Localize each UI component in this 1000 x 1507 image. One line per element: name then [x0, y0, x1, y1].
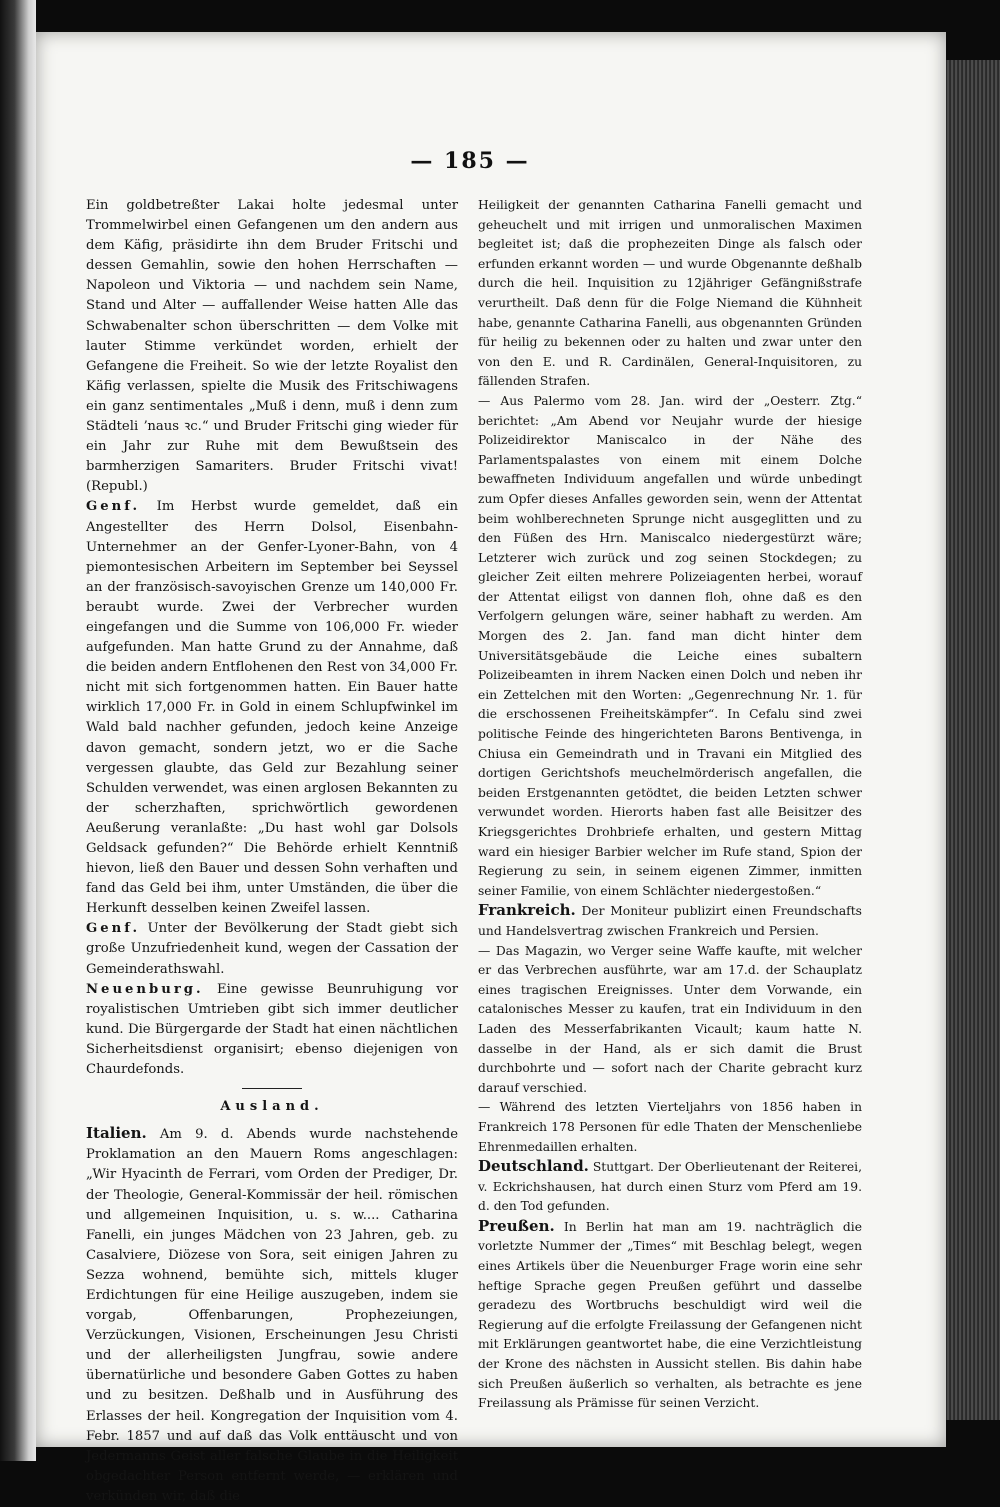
article-text: — Während des letzten Vierteljahrs von 1856 haben in Frankreich 178 Personen für edle Thaten der Menschenliebe Ehrenmedaillen erhalten.: [478, 1100, 862, 1154]
article-paragraph: [86, 919, 458, 979]
article-paragraph: [86, 196, 458, 497]
left-column: [86, 196, 458, 1507]
article-paragraph: [86, 980, 458, 1080]
article-text: Der Moniteur publizirt einen Freundschafts und Handelsvertrag zwischen Frankreich und Persien.: [478, 904, 862, 938]
article-paragraph: [478, 1157, 862, 1217]
page-stack-edge: [946, 60, 1000, 1420]
article-text: Am 9. d. Abends wurde nachstehende Proklamation an den Mauern Roms angeschlagen: „Wir Hyacinth de Ferrari, vom Orden der Prediger, Dr. der Theologie, General-Kommissär der heil. römischen und allgemeinen Inquisition, u. s. w.... Catharina Fanelli, ein junges Mädchen von 23 Jahren, geb. zu Casalviere, Diözese von Sora, seit einigen Jahren zu Sezza wohnend, bemühte sich, mittels kluger Erdichtungen für eine Heilige auszugeben, indem sie vorgab, Offenbarungen, Prophezeiungen, Verzückungen, Visionen, Erscheinungen Jesu Christi und der allerheiligsten Jungfrau, sowie andere übernatürliche und besondere Gaben Gottes zu haben und zu besitzen. Deßhalb und in Ausführung des Erlasses der heil. Kongregation der Inquisition vom 4. Febr. 1857 und auf daß das Volk enttäuscht und von Jedermanns Geist aller falsche Glaube in die Heiligkeit obgedachter Person entfernt werde, — erklären und verkünden wir, daß die: [86, 1127, 458, 1504]
article-text: Eine gewisse Beunruhigung vor royalistischen Umtrieben gibt sich immer deutlicher kund. Die Bürgergarde der Stadt hat einen nächtlichen Sicherheitsdienst organisirt; ebenso diejenigen von Chaurdefonds.: [86, 981, 458, 1078]
dateline-place: Genf.: [86, 921, 141, 937]
dateline-place: Neuenburg.: [86, 981, 204, 997]
dateline-place: Genf.: [86, 499, 141, 515]
article-paragraph: [478, 196, 862, 392]
page-number: — 185 —: [410, 148, 530, 174]
article-paragraph: [478, 1217, 862, 1414]
article-text: Heiligkeit der genannten Catharina Fanelli gemacht und geheuchelt und mit irrigen und unmoralischen Maximen begleitet ist; daß die prophezeiten Dinge als falsch oder erfunden erkannt worden — und wurde Obgenannte deßhalb durch die heil. Inquisition zu 12jähriger Gefängnißstrafe verurtheilt. Daß denn für die Folge Niemand die Kühnheit habe, genannte Catharina Fanelli, aus obgenannten Gründen für heilig zu bekennen oder zu halten und zwar unter den von den E. und R. Cardinälen, General-Inquisitoren, zu fällenden Strafen.: [478, 198, 862, 389]
section-rule: [242, 1088, 302, 1089]
country-heading: Deutschland.: [478, 1157, 589, 1176]
article-text: Ein goldbetreßter Lakai holte jedesmal unter Trommelwirbel einen Gefangenen um den andern aus dem Käfig, präsidirte ihn dem Bruder Fritschi und dessen Gemahlin, sowie den hohen Herrschaften — Napoleon und Viktoria — und nachdem sein Name, Stand und Alter — auffallender Weise hatten Alle das Schwabenalter schon überschritten — dem Volke mit lauter Stimme verkündet worden, erhielt der Gefangene die Freiheit. So wie der letzte Royalist den Käfig verlassen, spielte die Musik des Fritschiwagens ein ganz sentimentales „Muß i denn, muß i denn zum Städteli ʼnaus ꝛc.“ und Bruder Fritschi ging wieder für ein Jahr zur Ruhe mit dem Bewußtsein des barmherzigen Samariters. Bruder Fritschi vivat! (Republ.): [86, 198, 458, 495]
article-paragraph: [86, 497, 458, 919]
article-text: Unter der Bevölkerung der Stadt giebt sich große Unzufriedenheit kund, wegen der Cassation der Gemeinderathswahl.: [86, 921, 458, 977]
article-text: Im Herbst wurde gemeldet, daß ein Angestellter des Herrn Dolsol, Eisenbahn-Unternehmer an der Genfer-Lyoner-Bahn, von 4 piemontesischen Arbeitern im September bei Seyssel an der französisch-savoyischen Grenze um 140,000 Fr. beraubt wurde. Zwei der Verbrecher wurden eingefangen und die Summe von 106,000 Fr. wieder aufgefunden. Man hatte Grund zu der Annahme, daß die beiden andern Entflohenen den Rest von 34,000 Fr. nicht mit sich fortgenommen hatten. Ein Bauer hatte wirklich 17,000 Fr. in Gold in einem Schlupfwinkel im Wald bald nachher gefunden, jedoch keine Anzeige davon gemacht, sondern jetzt, wo er die Sache vergessen glaubte, das Geld zur Bezahlung seiner Schulden verwendet, was einen arglosen Bekannten zu der scherzhaften, sprichwörtlich gewordenen Aeußerung veranlaßte: „Du hast wohl gar Dolsols Geldsack gefunden?“ Die Behörde erhielt Kenntniß hievon, ließ den Bauer und dessen Sohn verhaften und fand das Geld bei ihm, unter Umständen, die über die Herkunft desselben keinen Zweifel lassen.: [86, 499, 458, 917]
article-paragraph: [478, 392, 862, 901]
country-heading: Preußen.: [478, 1216, 555, 1235]
section-heading: Ausland.: [220, 1099, 324, 1115]
right-column: [478, 196, 862, 1414]
country-heading: Italien.: [86, 1124, 147, 1143]
article-text: Stuttgart. Der Oberlieutenant der Reiterei, v. Eckrichshausen, hat durch einen Sturz vom Pferd am 19. d. den Tod gefunden.: [478, 1160, 862, 1214]
article-paragraph: [86, 1123, 458, 1507]
country-heading: Frankreich.: [478, 901, 576, 920]
book-spine-shadow: [0, 0, 36, 1461]
article-text: — Aus Palermo vom 28. Jan. wird der „Oesterr. Ztg.“ berichtet: „Am Abend vor Neujahr wurde der hiesige Polizeidirektor Maniscalco in der Nähe des Parlamentspalastes von einem mit einem Dolche bewaffneten Individuum angefallen und würde unbedingt zum Opfer dieses Anfalles geworden sein, wenn der Attentat beim wohlberechneten Sprunge nicht ausgeglitten und zu den Füßen des Hrn. Maniscalco niedergestürzt wäre; Letzterer wich zurück und zog seinen Stockdegen; zu gleicher Zeit eilten mehrere Polizeiagenten herbei, worauf der Attentat eiligst von dannen floh, ohne daß es den Verfolgern gelungen wäre, seiner habhaft zu werden. Am Morgen des 2. Jan. fand man dicht hinter dem Universitätsgebäude die Leiche eines subaltern Polizeibeamten in ihrem Nacken einen Dolch und neben ihr ein Zettelchen mit den Worten: „Gegenrechnung Nr. 1. für die erschossenen Freiheitskämpfer“. In Cefalu sind zwei politische Feinde des hingerichteten Barons Bentivenga, in Chiusa ein Gemeindrath und in Travani ein Mitglied des dortigen Gerichtshofs meuchelmörderisch angefallen, die beiden Erstgenannten getödtet, die beiden Letzten schwer verwundet worden. Hierorts haben fast alle Beisitzer des Kriegsgerichtes Drohbriefe erhalten, und gestern Mittag ward ein hiesiger Barbier welcher im Rufe stand, Spion der Regierung zu sein, in seinem eigenen Zimmer, inmitten seiner Familie, von einem Schlächter niedergestoßen.“: [478, 393, 862, 898]
article-text: In Berlin hat man am 19. nachträglich die vorletzte Nummer der „Times“ mit Beschlag belegt, wegen eines Artikels über die Neuenburger Frage worin eine sehr heftige Sprache gegen Preußen geführt und dasselbe geradezu des Wortbruchs beschuldigt wird weil die Regierung auf die erfolgte Freilassung der Gefangenen nicht mit Erklärungen geantwortet habe, die eine Verzichtleistung der Krone des nächsten in Aussicht stellen. Bis dahin habe sich Preußen äußerlich so verhalten, als betrachte es jene Freilassung als Prämisse für seinen Verzicht.: [478, 1219, 862, 1411]
article-paragraph: [478, 901, 862, 941]
article-paragraph: [478, 1098, 862, 1157]
article-paragraph: [478, 942, 862, 1099]
article-text: — Das Magazin, wo Verger seine Waffe kaufte, mit welcher er das Verbrechen ausführte, war am 17.d. der Schauplatz eines tragischen Ereignisses. Unter dem Vorwande, ein catalonisches Messer zu kaufen, trat ein Individuum in den Laden des Messerfabrikanten Vicault; kaum hatte N. dasselbe in der Hand, als er sich damit die Brust durchbohrte und — sofort nach der Charite gebracht kurz darauf verschied.: [478, 943, 862, 1095]
